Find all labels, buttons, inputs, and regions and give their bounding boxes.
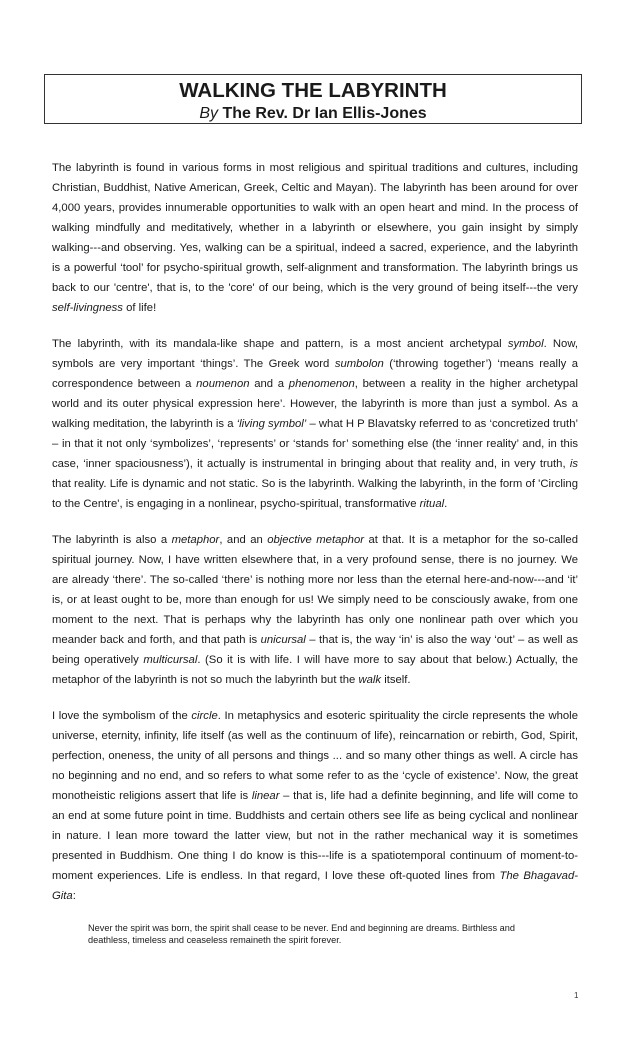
italic-run: phenomenon [288, 378, 355, 390]
italic-run: self-livingness [52, 302, 123, 314]
text-run: that reality. Life is dynamic and not static. So is the labyrinth. Walking the labyrinth, in the form of 'Circling to the Centre', is engaging in a nonlinear, psycho-spiritual, transformative [52, 478, 578, 510]
text-run: of life! [122, 302, 157, 314]
italic-run: The Bhagavad-Gita [52, 870, 578, 902]
text-run: The labyrinth is found in various forms in most religious and spiritual traditions and cultures, including Christian, Buddhist, Native American, Greek, Celtic and Mayan). The labyrinth has been around for over 4,000 years, provides innumerable opportunities to walk with an open heart and mind. In the process of walking mindfully and meditatively, whether in a labyrinth or elsewhere, you gain insight by simply walking---and observing. Yes, walking can be a spiritual, indeed a sacred, experience, and the labyrinth is a powerful ‘tool’ for psycho-spiritual growth, self-alignment and transformation. The labyrinth brings us back to our 'centre', that is, to the 'core' of our being, which is the very ground of being itself---the very [52, 162, 578, 294]
paragraph [52, 158, 578, 318]
italic-run: ritual [419, 498, 445, 510]
text-run: – that is, the way ‘in’ is also the way ‘out’ – as well as being operatively [52, 634, 578, 666]
text-run: . Now, symbols are very important ‘things’. The Greek word [52, 338, 578, 370]
text-run: – what H P Blavatsky referred to as ‘concretized truth’ – in that it not only ‘symbolizes’, ‘represents’ or ‘stands for’ something else (the ‘inner reality’ and, in this case, ‘inner spaciousness’), it actually is instrumental in bringing about that reality and, in very truth, [52, 418, 578, 470]
italic-run: ‘living symbol’ [236, 418, 307, 430]
italic-run: sumbolon [334, 358, 384, 370]
text-run: I love the symbolism of the [52, 710, 192, 722]
italic-run: unicursal [260, 634, 306, 646]
block-quote: Never the spirit was born, the spirit shall cease to be never. End and beginning are dreams. Birthless and deathless, timeless and ceaseless remaineth the spirit forever. [88, 923, 515, 945]
text-run: and a [249, 378, 289, 390]
page-number: 1 [574, 991, 579, 1000]
document-title: WALKING THE LABYRINTH [179, 79, 447, 102]
text-run: . [444, 498, 448, 510]
italic-run: is [569, 458, 578, 470]
text-run: , between a reality in the higher archetypal world and its outer physical expression here’. However, the labyrinth is more than just a symbol. As a walking meditation, the labyrinth is a [52, 378, 578, 430]
paragraph [52, 706, 578, 906]
paragraph [52, 530, 578, 690]
text-run: The labyrinth, with its mandala-like shape and pattern, is a most ancient archetypal [52, 338, 508, 350]
text-run: : [72, 890, 76, 902]
text-run: – that is, life had a definite beginning, and life will come to an end at some future point in time. Buddhists and certain others see life as being cyclical and nonlinear in nature. I lean more toward the latter view, but not in the rather mechanical way it is sometimes presented in Buddhism. One thing I do know is this---life is a spatiotemporal continuum of moment-to-moment experiences. Life is endless. In that regard, I love these oft-quoted lines from [52, 790, 578, 882]
italic-run: noumenon [196, 378, 250, 390]
text-run: itself. [381, 674, 411, 686]
italic-run: linear [251, 790, 280, 802]
title-box [44, 74, 582, 124]
text-run: at that. It is a metaphor for the so-called spiritual journey. Now, I have written elsewhere that, in a very profound sense, there is no journey. We are already ‘there’. The so-called ‘there’ is nothing more nor less than the eternal here-and-now---and ‘it’ is, or at least ought to be, more than enough for us! We simply need to be consciously awake, from one moment to the next. That is perhaps why the labyrinth has only one nonlinear path over which you meander back and forth, and that path is [52, 534, 578, 646]
italic-run: metaphor [171, 534, 220, 546]
italic-run: walk [358, 674, 382, 686]
italic-run: circle [191, 710, 218, 722]
author-name: The Rev. Dr Ian Ellis-Jones [222, 105, 427, 122]
text-run: The labyrinth is also a [52, 534, 172, 546]
author-byline [45, 104, 581, 124]
paragraph [52, 334, 578, 514]
italic-run: objective metaphor [267, 534, 364, 546]
document-body [52, 158, 578, 946]
text-run: . In metaphysics and esoteric spirituality the circle represents the whole universe, eternity, infinity, life itself (as well as the continuum of life), reincarnation or rebirth, God, Spirit, perfection, oneness, the unity of all persons and things ... and so many other things as well. A circle has no beginning and no end, and so refers to what some refer to as the ‘cycle of existence’. Now, the great monotheistic religions assert that life is [52, 710, 578, 802]
italic-run: multicursal [143, 654, 198, 666]
text-run: (‘throwing together’) ‘means really a correspondence between a [52, 358, 578, 390]
text-run: . (So it is with life. I will have more to say about that below.) Actually, the metaphor of the labyrinth is not so much the labyrinth but the [52, 654, 578, 686]
byline-prefix: By [199, 105, 218, 122]
italic-run: symbol [507, 338, 544, 350]
text-run: , and an [219, 534, 268, 546]
